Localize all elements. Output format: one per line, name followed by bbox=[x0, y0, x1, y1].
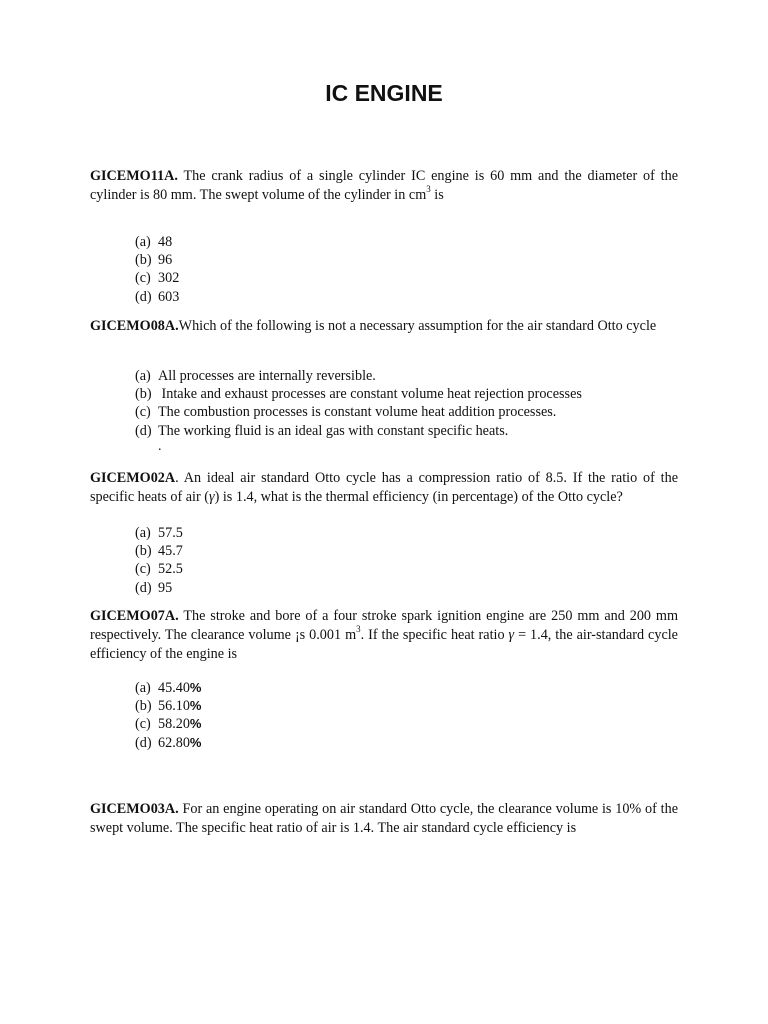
options-gicemo07a bbox=[135, 679, 201, 752]
options-gicemo02a bbox=[135, 524, 183, 597]
option-d: (d) 62.80% bbox=[135, 734, 202, 751]
option-b: (b) 56.10% bbox=[135, 698, 202, 715]
question-id: GICEMO08A. bbox=[90, 318, 179, 334]
option-c: (c) The combustion processes is constant volume heat addition processes. bbox=[135, 404, 557, 421]
question-id: GICEMO11A. bbox=[90, 168, 178, 184]
question-gicemo11a bbox=[90, 167, 678, 205]
option-d: (d) The working fluid is an ideal gas with constant specific heats. bbox=[135, 422, 509, 439]
question-gicemo08a bbox=[90, 317, 678, 336]
question-text-end: = 1.4, the air-standard cycle efficiency of the engine is bbox=[90, 627, 678, 662]
option-c: (c) 58.20% bbox=[135, 716, 202, 733]
gamma-symbol: γ bbox=[508, 627, 515, 643]
options-gicemo08a bbox=[135, 367, 582, 440]
option-b: (b) Intake and exhaust processes are constant volume heat rejection processes bbox=[135, 386, 582, 403]
question-text-mid: . If the specific heat ratio bbox=[360, 627, 509, 643]
option-d: (d) 603 bbox=[135, 288, 180, 305]
option-b: (b) 96 bbox=[135, 252, 173, 269]
question-gicemo02a bbox=[90, 469, 678, 507]
question-text: For an engine operating on air standard Otto cycle, the clearance volume is 10% of the swept volume. The specific heat ratio of air is 1.4. The air standard cycle efficiency is bbox=[90, 801, 678, 836]
option-a: (a) All processes are internally reversible. bbox=[135, 368, 376, 384]
option-a: (a) 57.5 bbox=[135, 525, 183, 541]
page-title: IC ENGINE bbox=[325, 80, 443, 106]
option-b: (b) 45.7 bbox=[135, 543, 183, 560]
options-gicemo11a bbox=[135, 233, 179, 306]
trailing-mark: . bbox=[158, 439, 162, 454]
gamma-symbol: γ bbox=[208, 489, 215, 505]
superscript: 3 bbox=[426, 184, 431, 195]
option-d: (d) 95 bbox=[135, 579, 173, 596]
question-text-end: is bbox=[430, 187, 444, 203]
option-a: (a) 45.40% bbox=[135, 680, 202, 696]
question-text-end: ) is 1.4, what is the thermal efficiency (in percentage) of the Otto cycle? bbox=[214, 489, 623, 505]
question-gicemo07a bbox=[90, 607, 678, 664]
question-gicemo03a bbox=[90, 800, 678, 838]
question-text: . An ideal air standard Otto cycle has a compression ratio of 8.5. If the ratio of the specific heats of air ( bbox=[90, 470, 678, 505]
question-id: GICEMO07A. bbox=[90, 608, 179, 624]
option-a: (a) 48 bbox=[135, 234, 173, 250]
question-text: The crank radius of a single cylinder IC engine is 60 mm and the diameter of the cylinder is 80 mm. The swept volume of the cylinder in cm bbox=[90, 168, 679, 203]
question-id: GICEMO03A. bbox=[90, 801, 179, 817]
option-c: (c) 52.5 bbox=[135, 561, 183, 578]
question-text: Which of the following is not a necessary assumption for the air standard Otto cycle bbox=[178, 318, 657, 334]
option-c: (c) 302 bbox=[135, 270, 180, 287]
question-text: The stroke and bore of a four stroke spark ignition engine are 250 mm and 200 mm respectively. The clearance volume ¡s 0.001 m bbox=[90, 608, 678, 643]
superscript: 3 bbox=[356, 624, 361, 635]
question-id: GICEMO02A bbox=[90, 470, 176, 486]
